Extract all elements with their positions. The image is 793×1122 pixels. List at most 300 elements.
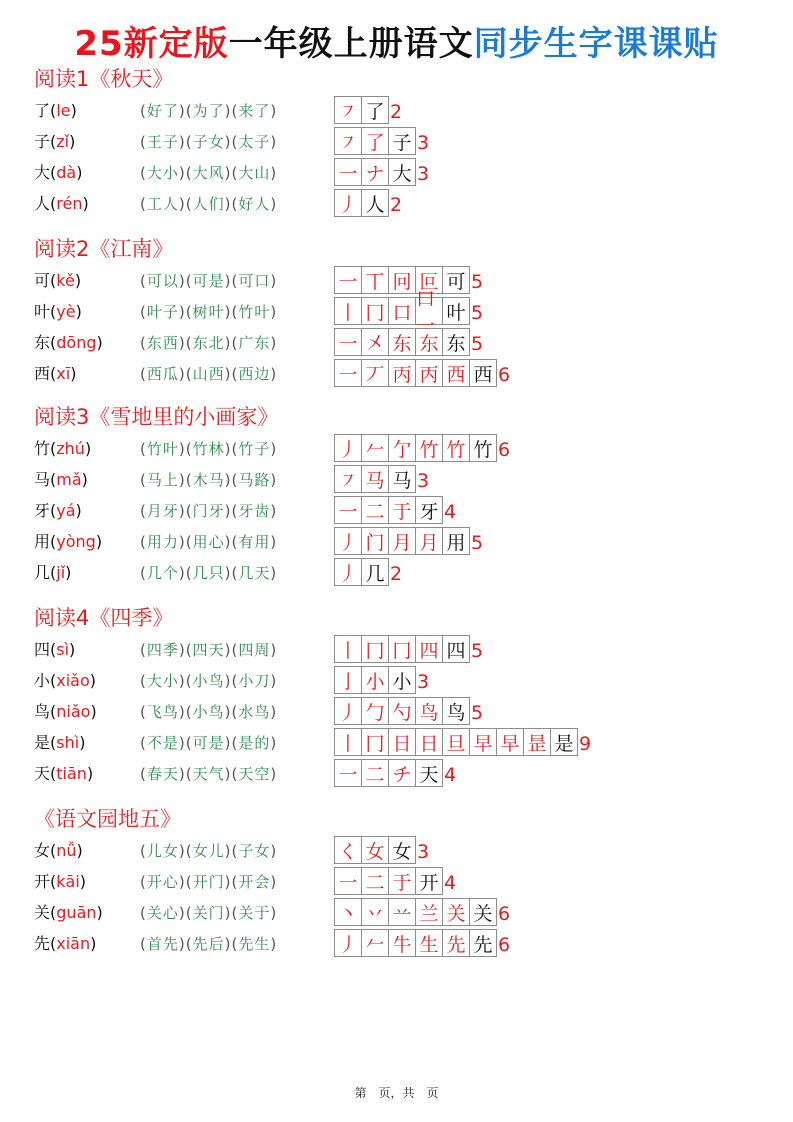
stroke-glyph: 西: [446, 363, 466, 386]
stroke-glyph: 丨: [338, 732, 358, 755]
char-row: [34, 530, 734, 560]
example-word: 小刀: [238, 672, 271, 690]
paren-open: (: [50, 364, 57, 383]
char-row: [34, 901, 734, 931]
char-row: [34, 932, 734, 962]
stroke-glyph: 月: [419, 531, 439, 554]
paren-open: (: [231, 471, 239, 489]
pinyin: zǐ: [56, 132, 70, 151]
paren-close: ): [224, 334, 232, 352]
paren-close: ): [76, 841, 83, 860]
pinyin: shì: [56, 733, 80, 752]
paren-open: (: [140, 272, 147, 290]
example-word: 关心: [146, 904, 179, 922]
stroke-count: 3: [417, 671, 430, 693]
stroke-glyph: 早: [473, 732, 493, 755]
example-word: 先后: [192, 935, 225, 953]
paren-open: (: [140, 471, 147, 489]
example-word: 竹叶: [146, 440, 179, 458]
stroke-box: [361, 558, 389, 586]
paren-open: (: [50, 470, 57, 489]
char-with-pinyin: [34, 700, 97, 724]
example-word: 太子: [238, 133, 271, 151]
stroke-box: [334, 328, 362, 356]
stroke-glyph: 日: [419, 732, 439, 755]
paren-open: (: [140, 195, 147, 213]
stroke-glyph: 冂: [365, 732, 385, 755]
paren-close: ): [81, 470, 88, 489]
stroke-box: [415, 359, 443, 387]
paren-open: (: [140, 765, 147, 783]
stroke-glyph: 牙: [419, 500, 439, 523]
stroke-box: [361, 158, 389, 186]
example-word: 月牙: [146, 502, 179, 520]
paren-close: ): [178, 440, 186, 458]
example-word: 广东: [238, 334, 271, 352]
paren-close: ): [224, 365, 232, 383]
stroke-glyph: 𠂉: [365, 933, 385, 956]
char-with-pinyin: [34, 530, 102, 554]
pinyin: sì: [56, 640, 70, 659]
stroke-box: [388, 434, 416, 462]
stroke-order: [334, 127, 429, 157]
paren-close: ): [86, 764, 94, 783]
paren-close: ): [224, 935, 232, 953]
char-with-pinyin: [34, 468, 88, 492]
example-word: 是的: [238, 734, 271, 752]
paren-open: (: [140, 533, 147, 551]
char-row: [34, 331, 734, 361]
stroke-box: [442, 527, 470, 555]
word-group: [140, 901, 277, 925]
stroke-box: [496, 728, 524, 756]
example-word: 首先: [146, 935, 179, 953]
paren-close: ): [178, 734, 186, 752]
stroke-count: 6: [498, 903, 511, 925]
word-group: [140, 130, 277, 154]
example-word: 关门: [192, 904, 225, 922]
stroke-box: [361, 328, 389, 356]
word-group: [140, 530, 277, 554]
word-group: [140, 932, 277, 956]
paren-open: (: [185, 471, 193, 489]
paren-open: (: [50, 764, 57, 783]
paren-open: (: [231, 164, 239, 182]
paren-close: ): [178, 502, 186, 520]
stroke-glyph: 竹: [446, 438, 466, 461]
paren-close: ): [270, 334, 278, 352]
stroke-box: [388, 328, 416, 356]
example-word: 东西: [146, 334, 179, 352]
stroke-box: [442, 434, 470, 462]
char-row: [34, 638, 734, 668]
stroke-order: [334, 527, 483, 557]
character: 用: [34, 532, 51, 551]
stroke-glyph: 了: [365, 100, 385, 123]
paren-open: (: [140, 440, 147, 458]
stroke-glyph: 丶: [338, 902, 358, 925]
stroke-count: 5: [471, 271, 484, 293]
char-row: [34, 362, 734, 392]
paren-close: ): [96, 903, 103, 922]
example-word: 为了: [192, 102, 225, 120]
section-title: 《语文园地五》: [34, 807, 181, 831]
stroke-box: [334, 697, 362, 725]
paren-open: (: [185, 334, 193, 352]
stroke-glyph: 用: [446, 531, 466, 554]
example-word: 几天: [238, 564, 271, 582]
stroke-glyph: 冂: [365, 639, 385, 662]
paren-open: (: [140, 935, 147, 953]
pinyin: rén: [56, 194, 83, 213]
paren-close: ): [224, 195, 232, 213]
character: 四: [34, 640, 51, 659]
stroke-order: [334, 867, 456, 897]
example-word: 叶子: [146, 303, 179, 321]
stroke-box: [442, 635, 470, 663]
stroke-glyph: 二: [365, 763, 385, 786]
example-word: 来了: [238, 102, 271, 120]
paren-open: (: [50, 563, 57, 582]
section-title: 阅读1《秋天》: [34, 67, 174, 91]
word-group: [140, 669, 277, 693]
stroke-count: 6: [498, 934, 511, 956]
paren-close: ): [270, 133, 278, 151]
paren-open: (: [50, 903, 57, 922]
paren-close: ): [178, 471, 186, 489]
example-word: 可是: [192, 272, 225, 290]
stroke-box: [361, 929, 389, 957]
character: 了: [34, 101, 51, 120]
word-group: [140, 192, 277, 216]
example-word: 四季: [146, 641, 179, 659]
example-word: 好了: [146, 102, 179, 120]
stroke-box: [388, 465, 416, 493]
paren-open: (: [185, 672, 193, 690]
char-row: [34, 700, 734, 730]
pinyin: jǐ: [56, 563, 66, 582]
paren-open: (: [231, 440, 239, 458]
paren-open: (: [185, 564, 193, 582]
stroke-order: [334, 496, 456, 526]
example-word: 牙齿: [238, 502, 271, 520]
paren-close: ): [178, 672, 186, 690]
stroke-box: [334, 527, 362, 555]
stroke-glyph: 小: [365, 670, 385, 693]
stroke-order: [334, 898, 510, 928]
paren-close: ): [224, 471, 232, 489]
character: 女: [34, 841, 51, 860]
paren-close: ): [70, 364, 77, 383]
paren-close: ): [82, 194, 89, 213]
stroke-box: [361, 189, 389, 217]
stroke-box: [388, 867, 416, 895]
paren-close: ): [75, 501, 82, 520]
stroke-order: [334, 434, 510, 464]
paren-close: ): [178, 365, 186, 383]
stroke-box: [388, 759, 416, 787]
paren-open: (: [185, 272, 193, 290]
paren-open: (: [185, 842, 193, 860]
paren-open: (: [185, 164, 193, 182]
paren-close: ): [75, 302, 82, 321]
stroke-glyph: 开: [419, 871, 439, 894]
paren-open: (: [231, 904, 239, 922]
stroke-order: [334, 558, 402, 588]
example-word: 竹林: [192, 440, 225, 458]
stroke-count: 5: [471, 302, 484, 324]
stroke-box: [415, 496, 443, 524]
paren-open: (: [50, 532, 57, 551]
char-with-pinyin: [34, 192, 89, 216]
paren-open: (: [185, 703, 193, 721]
stroke-box: [469, 898, 497, 926]
stroke-box: [388, 496, 416, 524]
paren-close: ): [178, 842, 186, 860]
stroke-glyph: 于: [392, 871, 412, 894]
stroke-glyph: 一: [338, 871, 358, 894]
stroke-box: [415, 898, 443, 926]
paren-open: (: [185, 641, 193, 659]
stroke-count: 5: [471, 702, 484, 724]
stroke-glyph: 昰: [527, 732, 547, 755]
paren-open: (: [140, 365, 147, 383]
pinyin: zhú: [56, 439, 85, 458]
stroke-glyph: 竹: [419, 438, 439, 461]
stroke-box: [388, 929, 416, 957]
title-part3: 同步生字课课贴: [473, 24, 719, 64]
stroke-glyph: ㇇: [338, 469, 358, 492]
stroke-glyph: 女: [365, 840, 385, 863]
example-word: 开会: [238, 873, 271, 891]
paren-open: (: [140, 564, 147, 582]
paren-open: (: [50, 302, 57, 321]
stroke-glyph: 㐅: [365, 332, 385, 355]
stroke-box: [442, 697, 470, 725]
paren-open: (: [140, 133, 147, 151]
paren-open: (: [231, 272, 239, 290]
paren-close: ): [178, 303, 186, 321]
stroke-box: [361, 759, 389, 787]
paren-open: (: [231, 334, 239, 352]
stroke-glyph: 丙: [392, 363, 412, 386]
pinyin: yá: [56, 501, 76, 520]
stroke-glyph: 鸟: [446, 701, 466, 724]
stroke-glyph: 人: [365, 193, 385, 216]
paren-close: ): [70, 101, 77, 120]
example-word: 子女: [238, 842, 271, 860]
paren-open: (: [140, 873, 147, 891]
stroke-glyph: 一: [338, 270, 358, 293]
char-with-pinyin: [34, 362, 76, 386]
paren-close: ): [69, 132, 76, 151]
char-row: [34, 99, 734, 129]
paren-close: ): [270, 765, 278, 783]
paren-open: (: [185, 365, 193, 383]
character: 西: [34, 364, 51, 383]
paren-close: ): [270, 672, 278, 690]
stroke-glyph: 先: [446, 933, 466, 956]
stroke-box: [361, 527, 389, 555]
stroke-glyph: 关: [446, 902, 466, 925]
stroke-box: [388, 297, 416, 325]
pinyin: nǚ: [56, 841, 77, 860]
paren-close: ): [89, 671, 97, 690]
stroke-glyph: 月: [392, 531, 412, 554]
stroke-box: [442, 266, 470, 294]
paren-close: ): [270, 641, 278, 659]
stroke-glyph: 是: [554, 732, 574, 755]
paren-open: (: [50, 101, 57, 120]
char-with-pinyin: [34, 499, 82, 523]
paren-open: (: [185, 935, 193, 953]
character: 东: [34, 333, 51, 352]
paren-open: (: [231, 842, 239, 860]
pinyin: xiān: [56, 934, 91, 953]
char-row: [34, 468, 734, 498]
stroke-glyph: 丷: [365, 902, 385, 925]
paren-open: (: [231, 873, 239, 891]
stroke-box: [361, 697, 389, 725]
stroke-order: [334, 266, 483, 296]
paren-close: ): [178, 703, 186, 721]
paren-close: ): [270, 164, 278, 182]
stroke-count: 4: [444, 872, 457, 894]
stroke-glyph: 丿: [338, 701, 358, 724]
char-row: [34, 288, 734, 337]
section-title: 阅读3《雪地里的小画家》: [34, 405, 279, 429]
paren-close: ): [178, 195, 186, 213]
paren-open: (: [231, 703, 239, 721]
pinyin: le: [56, 101, 71, 120]
example-word: 女儿: [192, 842, 225, 860]
stroke-box: [388, 635, 416, 663]
stroke-count: 5: [471, 532, 484, 554]
stroke-box: [361, 728, 389, 756]
stroke-glyph: 牛: [392, 933, 412, 956]
stroke-glyph: 大: [392, 162, 412, 185]
stroke-glyph: 西: [473, 363, 493, 386]
character: 大: [34, 163, 51, 182]
paren-open: (: [185, 533, 193, 551]
paren-open: (: [231, 765, 239, 783]
char-with-pinyin: [34, 731, 85, 755]
char-with-pinyin: [34, 839, 83, 863]
stroke-order: [334, 359, 510, 389]
paren-open: (: [231, 935, 239, 953]
stroke-glyph: 叶: [446, 301, 466, 324]
stroke-count: 5: [471, 640, 484, 662]
paren-close: ): [178, 765, 186, 783]
example-word: 门牙: [192, 502, 225, 520]
character: 天: [34, 764, 51, 783]
paren-close: ): [224, 272, 232, 290]
char-with-pinyin: [34, 161, 82, 185]
stroke-glyph: 东: [446, 332, 466, 355]
example-word: 山西: [192, 365, 225, 383]
paren-close: ): [270, 842, 278, 860]
example-word: 大风: [192, 164, 225, 182]
stroke-box: [334, 127, 362, 155]
example-word: 有用: [238, 533, 271, 551]
stroke-glyph: 丆: [365, 363, 385, 386]
paren-open: (: [50, 934, 57, 953]
paren-open: (: [50, 132, 57, 151]
stroke-order: [334, 288, 484, 337]
example-word: 可以: [146, 272, 179, 290]
char-with-pinyin: [34, 638, 75, 662]
character: 子: [34, 132, 51, 151]
char-row: [34, 130, 734, 160]
paren-close: ): [95, 532, 103, 551]
paren-open: (: [231, 365, 239, 383]
stroke-glyph: チ: [392, 763, 412, 786]
character: 小: [34, 671, 51, 690]
stroke-order: [334, 759, 456, 789]
example-word: 子女: [192, 133, 225, 151]
stroke-box: [361, 836, 389, 864]
stroke-box: [388, 127, 416, 155]
title-part1: 25新定版: [74, 24, 229, 64]
paren-close: ): [224, 440, 232, 458]
char-with-pinyin: [34, 870, 86, 894]
paren-close: ): [69, 640, 76, 659]
stroke-box: [469, 728, 497, 756]
paren-close: ): [270, 365, 278, 383]
example-word: 四天: [192, 641, 225, 659]
char-with-pinyin: [34, 932, 96, 956]
stroke-order: [334, 635, 483, 665]
paren-open: (: [185, 734, 193, 752]
stroke-glyph: 四: [446, 639, 466, 662]
character: 关: [34, 903, 51, 922]
stroke-count: 9: [579, 733, 592, 755]
example-word: 树叶: [192, 303, 225, 321]
stroke-box: [334, 359, 362, 387]
stroke-box: [442, 728, 470, 756]
paren-open: (: [185, 873, 193, 891]
example-word: 春天: [146, 765, 179, 783]
paren-close: ): [224, 703, 232, 721]
stroke-box: [388, 266, 416, 294]
paren-open: (: [231, 102, 239, 120]
paren-open: (: [50, 671, 57, 690]
stroke-box: [388, 359, 416, 387]
stroke-count: 6: [498, 364, 511, 386]
example-word: 竹子: [238, 440, 271, 458]
word-group: [140, 437, 277, 461]
pinyin: xī: [56, 364, 71, 383]
stroke-glyph: 四: [419, 639, 439, 662]
page-footer: 第 页，共 页: [354, 1086, 439, 1100]
word-group: [140, 161, 277, 185]
char-with-pinyin: [34, 901, 103, 925]
paren-close: ): [270, 533, 278, 551]
word-group: [140, 638, 277, 662]
example-word: 可口: [238, 272, 271, 290]
stroke-order: [334, 158, 429, 188]
stroke-glyph: 一: [338, 332, 358, 355]
paren-close: ): [65, 563, 72, 582]
paren-close: ): [90, 702, 97, 721]
stroke-glyph: 丨: [338, 301, 358, 324]
stroke-count: 4: [444, 764, 457, 786]
paren-close: ): [178, 164, 186, 182]
stroke-box: [415, 867, 443, 895]
stroke-order: [334, 728, 591, 758]
stroke-box: [442, 898, 470, 926]
paren-close: ): [224, 672, 232, 690]
